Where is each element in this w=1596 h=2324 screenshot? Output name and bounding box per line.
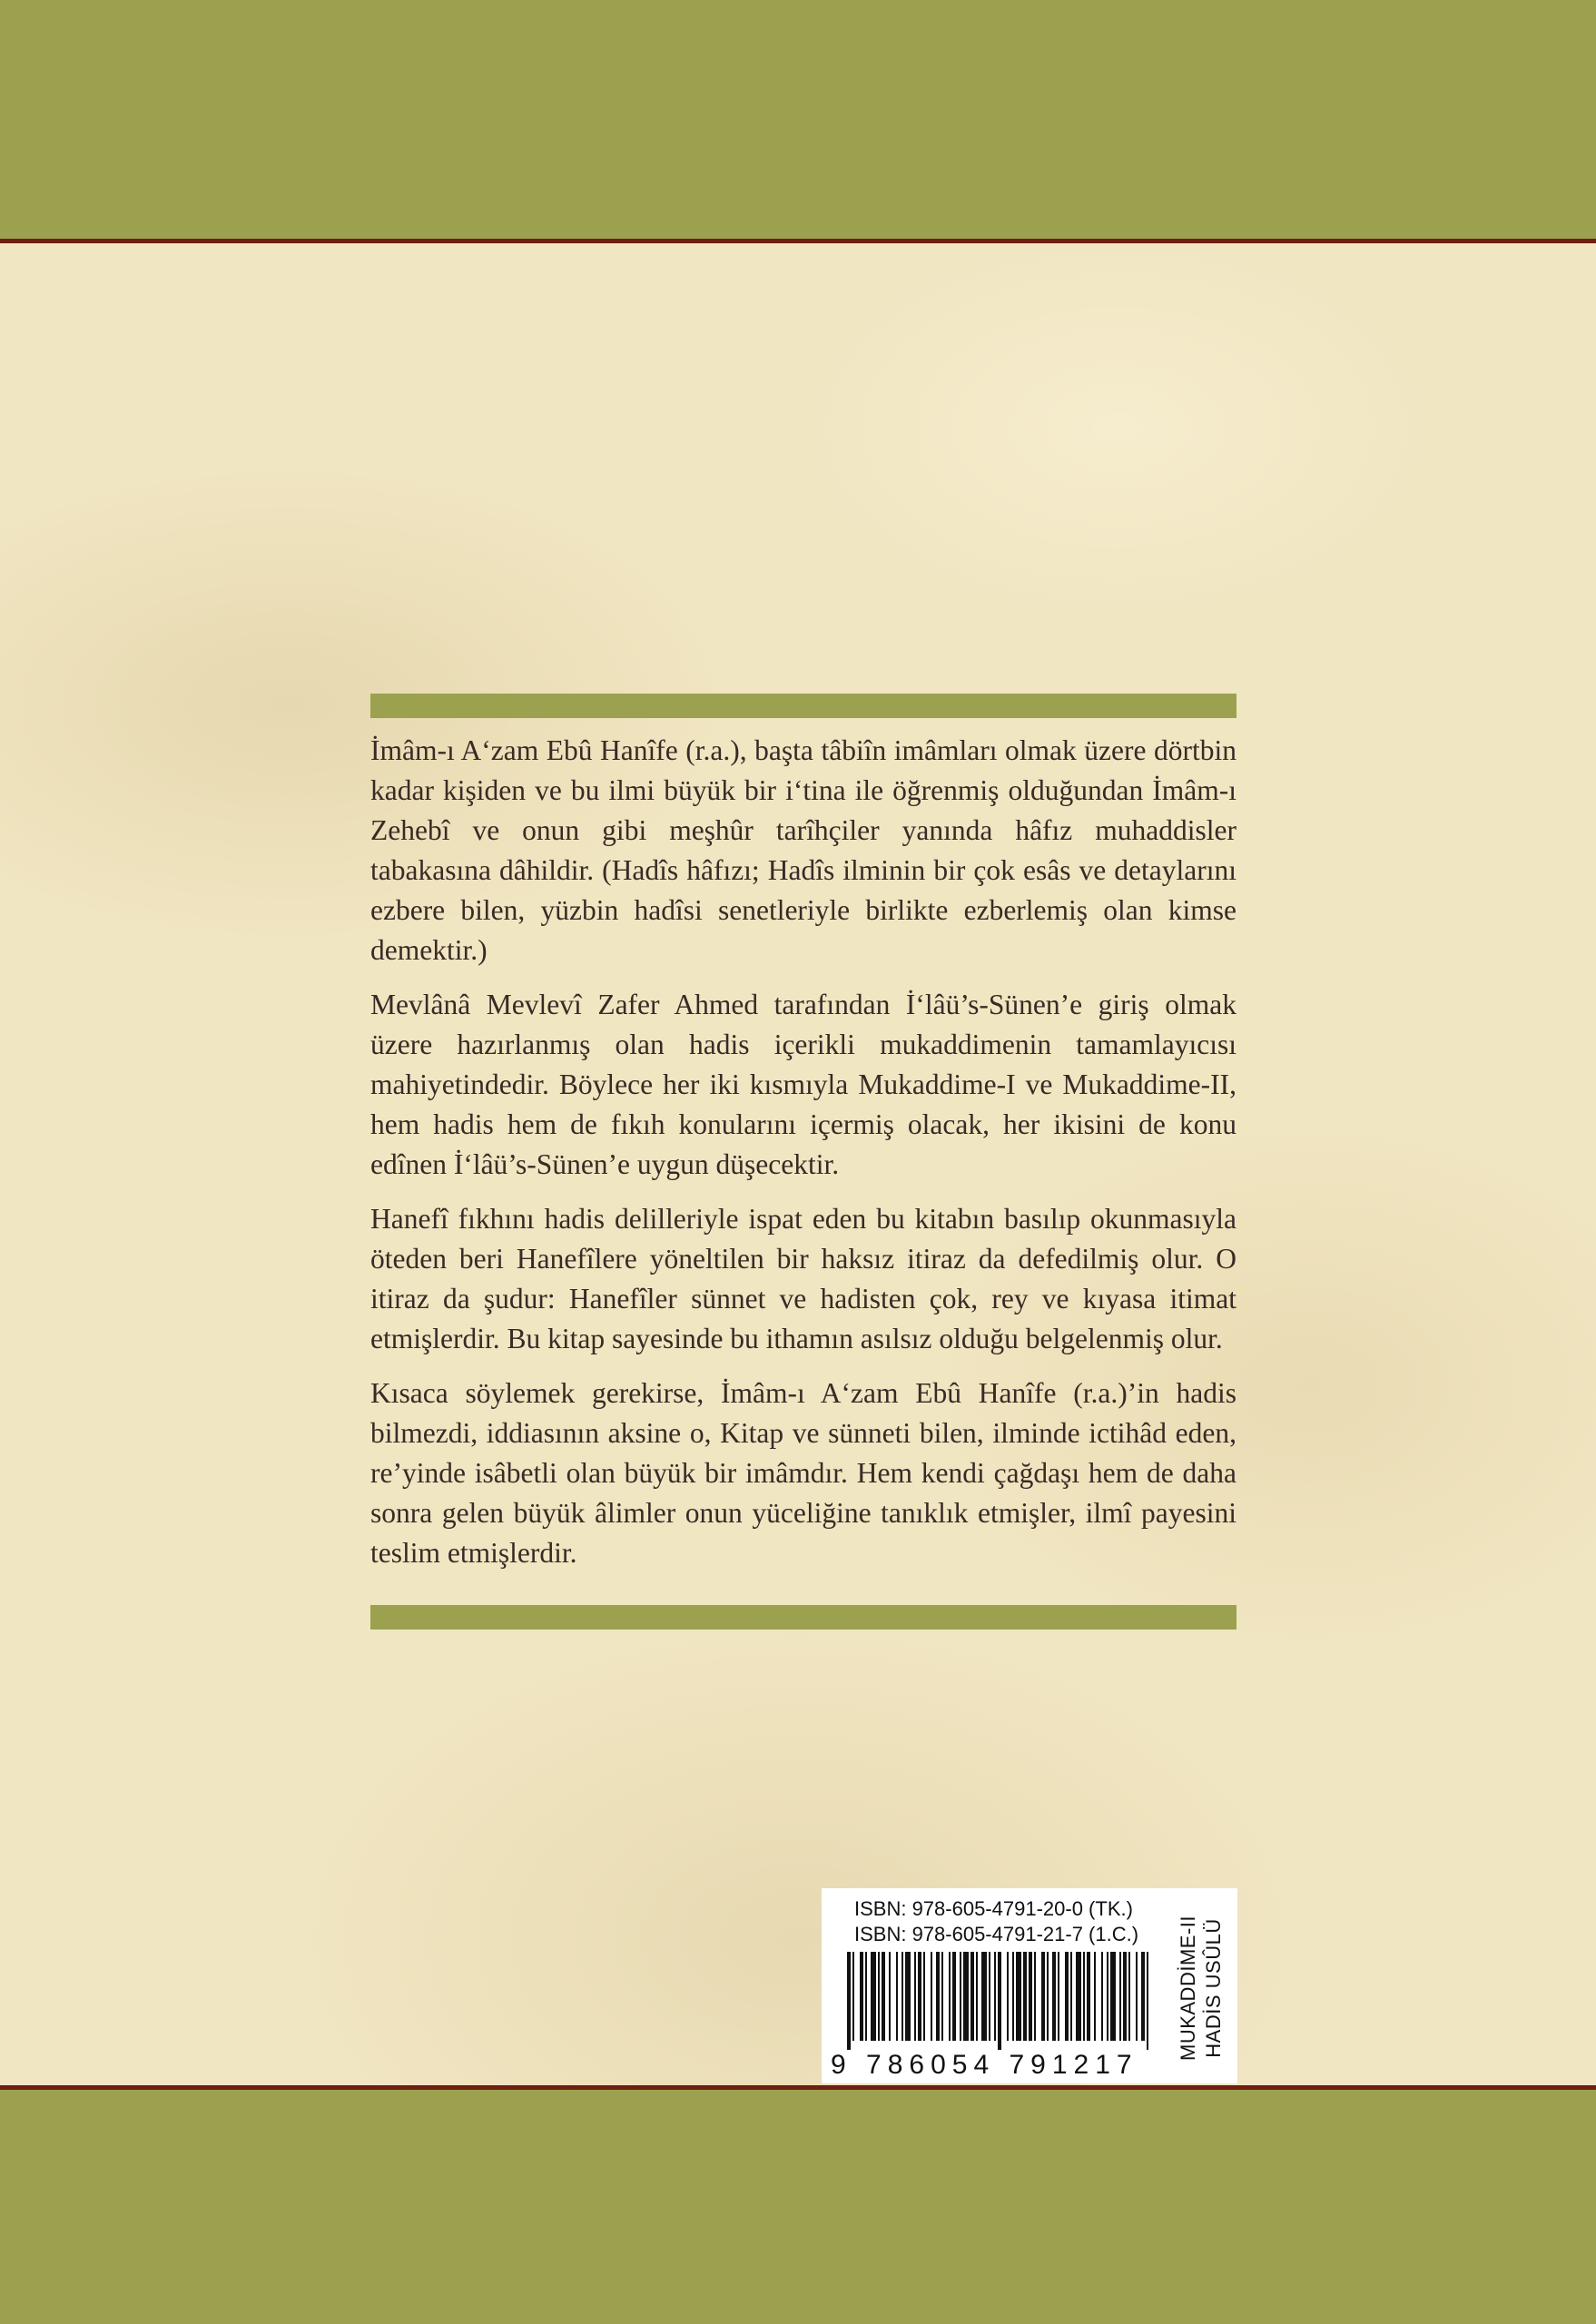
barcode-bar bbox=[1076, 1952, 1081, 2041]
spine-label bbox=[1176, 1899, 1230, 2077]
barcode-bar bbox=[1141, 1952, 1145, 2041]
barcode-bar bbox=[1107, 1952, 1108, 2041]
barcode-bar bbox=[981, 1952, 987, 2041]
barcode-bar bbox=[1016, 1952, 1021, 2041]
barcode-bar bbox=[1147, 1952, 1148, 2050]
description-paragraph: Hanefî fıkhını hadis delilleriyle ispat eden bu kitabın basılıp okunmasıyla öteden beri Hanefîlere yöneltilen bir haksız itiraz da defedilmiş olur. O itiraz da şudur: Hanefîler sünnet ve hadisten çok, rey ve kıyasa itimat etmişlerdir. Bu kitap sayesinde bu ithamın asılsız olduğu belgelenmiş olur. bbox=[370, 1203, 1236, 1354]
barcode-digits: 9 786054 791217 bbox=[831, 2050, 1138, 2080]
spine-label-title: MUKADDİME-II bbox=[1177, 1915, 1199, 2061]
barcode-bar bbox=[1029, 1952, 1032, 2041]
barcode-bar bbox=[941, 1952, 943, 2041]
barcode-bar bbox=[923, 1952, 925, 2041]
isbn-label bbox=[822, 1888, 1237, 2083]
description-paragraph: Kısaca söylemek gerekirse, İmâm-ı A‘zam Ebû Hanîfe (r.a.)’in hadis bilmezdi, iddiasının aksine o, Kitap ve sünneti bilen, ilminde ictihâd eden, re’yinde isâbetli olan büyük bir imâmdır. Hem kendi çağdaşı hem de daha sonra gelen büyük âlimler onun yüceliğine tanıklık etmişler, ilmî payesini teslim etmişlerdir. bbox=[370, 1377, 1236, 1569]
barcode-bar bbox=[1047, 1952, 1049, 2041]
barcode-bar bbox=[1083, 1952, 1085, 2041]
barcode-bar bbox=[952, 1952, 956, 2041]
spine-label-subtitle: HADİS USÛLÜ bbox=[1202, 1918, 1225, 2058]
barcode-bar bbox=[905, 1952, 911, 2041]
barcode-bar bbox=[901, 1952, 903, 2041]
barcode-bar bbox=[1110, 1952, 1116, 2041]
barcode-bar bbox=[1119, 1952, 1121, 2041]
barcode-bar bbox=[931, 1952, 932, 2041]
barcode-bar bbox=[871, 1952, 876, 2041]
barcode-bar bbox=[936, 1952, 940, 2041]
top-green-band bbox=[0, 0, 1596, 239]
barcode-bar bbox=[914, 1952, 916, 2041]
barcode-bar bbox=[865, 1952, 867, 2041]
barcode-bar bbox=[994, 1952, 996, 2041]
barcode-bar bbox=[896, 1952, 898, 2041]
text-bottom-bar bbox=[370, 1605, 1236, 1630]
barcode-bar bbox=[882, 1952, 885, 2041]
barcode-bar bbox=[976, 1952, 978, 2041]
barcode-bar bbox=[1007, 1952, 1009, 2041]
barcode-bar bbox=[878, 1952, 880, 2041]
barcode-bar bbox=[960, 1952, 961, 2041]
barcode-bar bbox=[963, 1952, 969, 2041]
barcode-bar bbox=[1023, 1952, 1027, 2041]
description-paragraph: Mevlânâ Mevlevî Zafer Ahmed tarafından İ‘lâü’s-Sünen’e giriş olmak üzere hazırlanmış olan hadis içerikli mukaddimenin tamamlayıcısı mahiyetindedir. Böylece her iki kısmıyla Mukaddime-I ve Mukaddime-II, hem hadis hem de fıkıh konularını içermiş olacak, her ikisini de konu edînen İ‘lâü’s-Sünen’e uygun düşecektir. bbox=[370, 989, 1236, 1180]
barcode-bar bbox=[860, 1952, 863, 2041]
barcode-bar bbox=[1101, 1952, 1103, 2041]
barcode-bar bbox=[949, 1952, 951, 2041]
barcode-bar bbox=[1041, 1952, 1045, 2041]
bottom-green-band bbox=[0, 2090, 1596, 2324]
barcode-bar bbox=[852, 1952, 854, 2041]
barcode-bar bbox=[970, 1952, 974, 2041]
isbn-set-number: ISBN: 978-605-4791-20-0 (TK.) bbox=[854, 1897, 1133, 1920]
barcode-bar bbox=[1012, 1952, 1014, 2041]
barcode-bar bbox=[989, 1952, 990, 2041]
barcode-bar bbox=[1065, 1952, 1069, 2041]
barcode-bar bbox=[1070, 1952, 1072, 2041]
barcode-bar bbox=[1094, 1952, 1096, 2041]
barcode-bar bbox=[1052, 1952, 1056, 2041]
barcode-bar bbox=[847, 1952, 851, 2050]
barcode-bar bbox=[998, 1952, 1001, 2050]
barcode-bar bbox=[1136, 1952, 1138, 2041]
description-paragraph: İmâm-ı A‘zam Ebû Hanîfe (r.a.), başta tâbiîn imâmları olmak üzere dörtbin kadar kişiden ve bu ilmi büyük bir i‘tina ile öğrenmiş olduğundan İmâm-ı Zehebî ve onun gibi meşhûr tarîhçiler yanında hâfız muhaddisler tabakasına dâhildir. (Hadîs hâfızı; Hadîs ilminin bir çok esâs ve detaylarını ezbere bilen, yüzbin hadîsi senetleriyle birlikte ezberlemiş olan kimse demektir.) bbox=[370, 734, 1236, 966]
barcode-bar bbox=[1123, 1952, 1127, 2041]
barcode-bar bbox=[1034, 1952, 1036, 2041]
barcode-bar bbox=[1058, 1952, 1059, 2041]
back-cover-description bbox=[370, 731, 1236, 1588]
barcode bbox=[845, 1952, 1154, 2050]
barcode-bar bbox=[1128, 1952, 1130, 2041]
barcode-bar bbox=[918, 1952, 921, 2041]
text-top-bar bbox=[370, 694, 1236, 718]
barcode-bar bbox=[1087, 1952, 1090, 2041]
barcode-bar bbox=[889, 1952, 891, 2041]
isbn-volume-number: ISBN: 978-605-4791-21-7 (1.C.) bbox=[854, 1923, 1139, 1945]
